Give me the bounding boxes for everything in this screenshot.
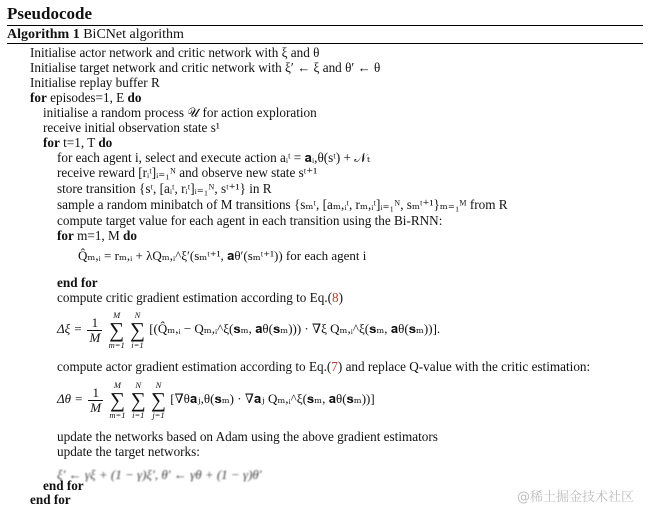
line-select-action: for each agent i, select and execute action aᵢᵗ = 𝐚ᵢ,θ(sᵗ) + 𝒩ₜ [57,150,371,165]
sigma-symbol: ∑ [109,318,125,342]
keyword-for: for [43,135,60,150]
sum-upper: M [113,310,121,320]
summation-j [151,380,166,420]
sum-lower: j=1 [152,410,165,420]
line-critic-gradient [57,290,343,305]
sum-lower: i=1 [131,340,144,350]
line-end-for-inner: end for [57,275,98,290]
line-actor-gradient [57,359,590,374]
eq-body: [∇θ𝐚ⱼ,θ(𝐬ₘ) · ∇𝐚ⱼ Qₘ,ᵢ^ξ(𝐬ₘ, 𝐚θ(𝐬ₘ))] [170,390,375,406]
line-for-minibatch [57,228,137,243]
keyword-for: for [57,228,74,243]
line-for-episodes [30,90,141,105]
line-init-actor: Initialise actor network and critic network with ξ and θ [30,45,320,60]
eq-body: [(Q̂ₘ,ᵢ − Qₘ,ᵢ^ξ(𝐬ₘ, 𝐚θ(𝐬ₘ))) · ∇ξ Qₘ,ᵢ^ξ(𝐬ₘ, 𝐚θ(𝐬ₘ))]. [149,320,441,336]
line-receive-reward: receive reward [rᵢᵗ]ᵢ₌₁ᴺ and observe new state sᵗ⁺¹ [57,165,318,180]
sum-upper: N [134,310,141,320]
eq-lhs: Δξ = [57,320,83,336]
line-compute-target: compute target value for each agent in each transition using the Bi-RNN: [57,213,443,228]
line-for-timesteps [43,135,112,150]
line-end-for-episodes: end for [30,492,71,507]
sum-upper: N [155,380,162,390]
line-init-buffer: Initialise replay buffer R [30,75,160,90]
equation-reference-link[interactable]: 8 [332,290,339,305]
keyword-do: do [123,228,137,243]
sum-lower: m=1 [109,410,126,420]
equation-reference-link[interactable]: 7 [331,359,338,374]
watermark: @稀土掘金技术社区 [516,490,634,505]
sum-upper: M [113,380,121,390]
sum-upper: N [135,380,142,390]
sigma-symbol: ∑ [129,318,145,342]
line-receive-initial-state: receive initial observation state s¹ [43,120,220,135]
text-suffix: ) and replace Q-value with the critic estimation: [337,359,591,374]
loop-range: episodes=1, E [50,90,125,105]
line-init-target: Initialise target network and critic network with ξ′ ← ξ and θ′ ← θ [30,60,381,75]
loop-range: m=1, M [77,228,120,243]
equation-target-q: Q̂ₘ,ᵢ = rₘ,ᵢ + λQₘ,ᵢ^ξ′(sₘᵗ⁺¹, 𝐚θ′(sₘᵗ⁺¹)) for each agent i [78,248,367,263]
fraction-numerator: 1 [88,386,103,401]
fraction-denominator: M [90,399,102,415]
equation-critic-gradient [57,310,440,350]
sum-lower: m=1 [108,340,125,350]
summation-m [109,310,125,350]
fraction-numerator: 1 [87,316,102,331]
line-store-transition: store transition {sᵗ, [aᵢᵗ, rᵢᵗ]ᵢ₌₁ᴺ, sᵗ⁺¹} in R [57,181,272,196]
loop-range: t=1, T [63,135,96,150]
sigma-symbol: ∑ [151,388,166,412]
algorithm-label: Algorithm 1 [7,27,80,42]
sum-lower: i=1 [132,410,145,420]
fraction [88,386,103,415]
line-end-for-timesteps: end for [43,478,84,493]
text-prefix: compute critic gradient estimation according to Eq.( [57,290,333,305]
equation-actor-gradient [57,380,375,420]
eq-lhs: Δθ = [57,390,84,406]
keyword-do: do [127,90,142,105]
sigma-symbol: ∑ [109,388,125,412]
keyword-do: do [98,135,113,150]
algorithm-caption [7,25,643,44]
summation-m [109,380,125,420]
line-init-random-process: initialise a random process 𝒰 for action exploration [43,105,317,120]
summation-i [130,310,145,350]
line-update-targets: update the target networks: [57,444,200,459]
algorithm-name: BiCNet algorithm [83,27,184,42]
fraction-denominator: M [89,329,101,345]
equation-soft-update: ξ′ ← γξ + (1 − γ)ξ′, θ′ ← γθ + (1 − γ)θ′ [57,467,262,482]
keyword-for: for [30,90,47,105]
sigma-symbol: ∑ [130,388,146,412]
fraction [87,316,102,345]
text-prefix: compute actor gradient estimation according to Eq.( [57,359,332,374]
text-suffix: ) [338,290,344,305]
line-update-networks: update the networks based on Adam using the above gradient estimators [57,429,438,444]
pseudocode-heading: Pseudocode [7,4,92,23]
summation-i [131,380,146,420]
line-sample-minibatch: sample a random minibatch of M transitions {sₘᵗ, [aₘ,ᵢᵗ, rₘ,ᵢᵗ]ᵢ₌₁ᴺ, sₘᵗ⁺¹}ₘ₌₁ᴹ from R [57,197,508,212]
